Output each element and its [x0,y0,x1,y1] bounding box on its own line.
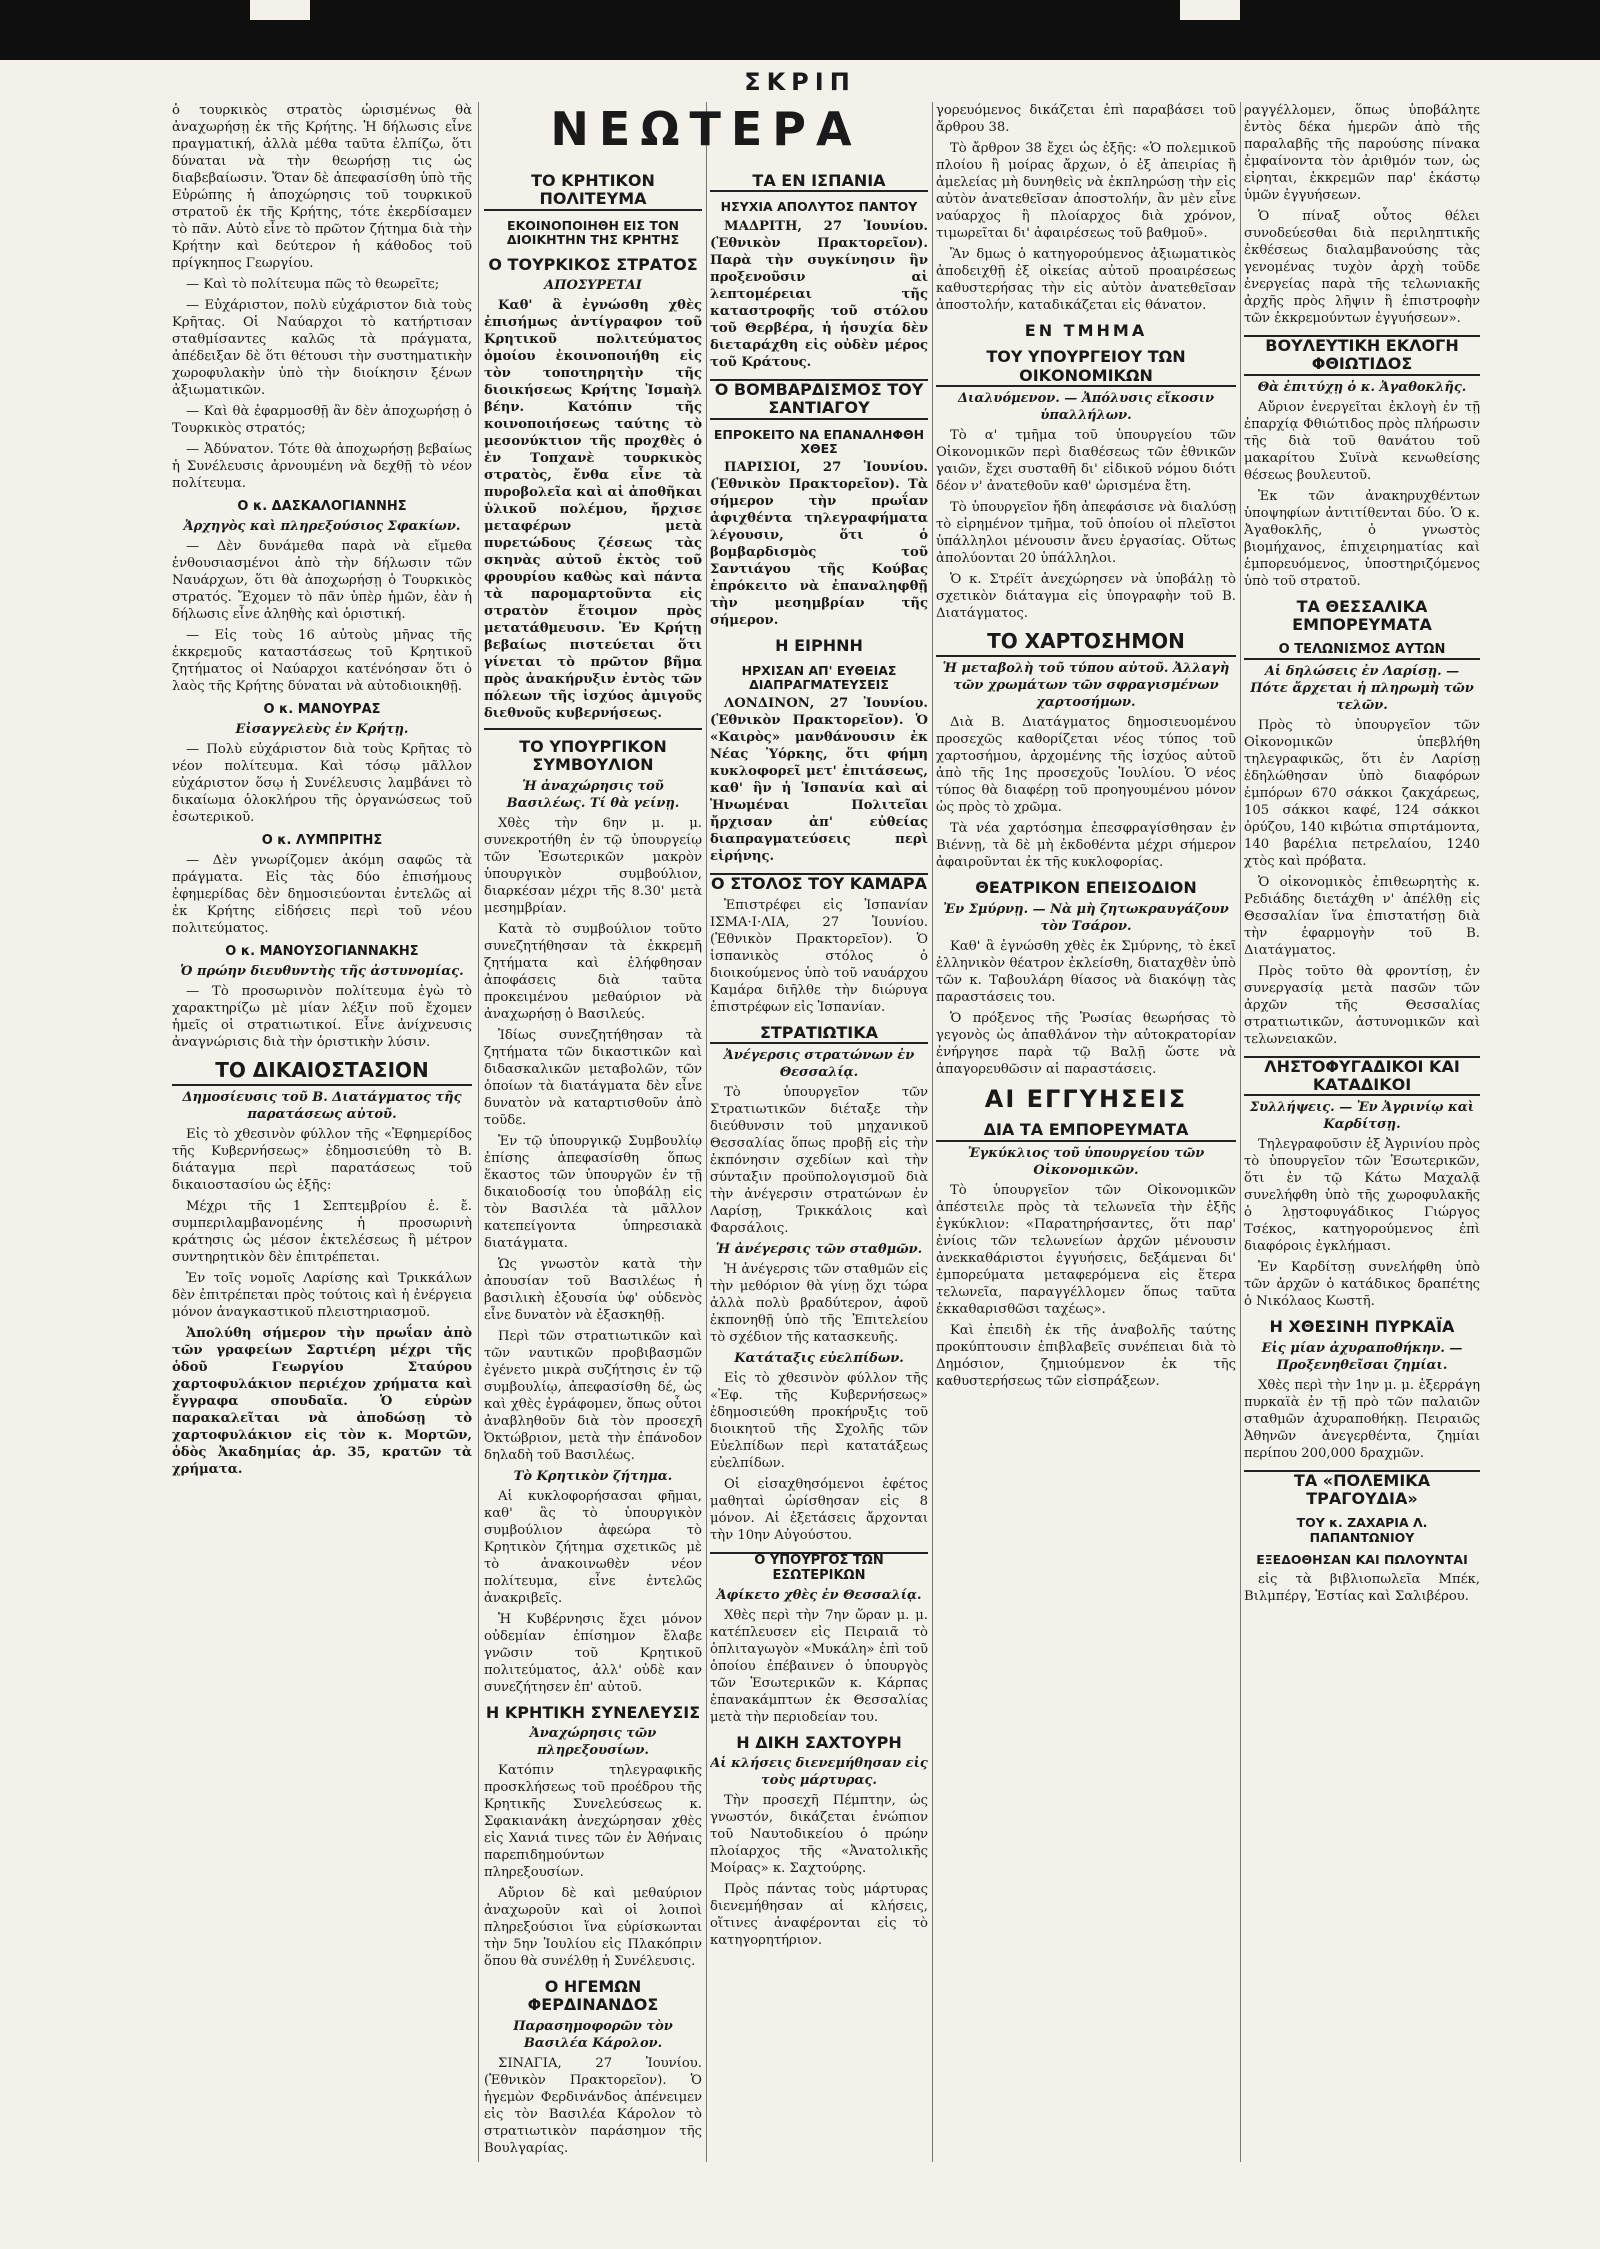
column-4 [936,102,1236,2162]
paragraph: — Ἀδύνατον. Τότε θὰ ἀποχωρήσῃ βεβαίως ἡ Συνέλευσις ἀρνουμένη νὰ δεχθῇ τὸ νέον πολίτευμα. [172,442,472,491]
heading: ΒΟΥΛΕΥΤΙΚΗ ΕΚΛΟΓΗ ΦΘΙΩΤΙΔΟΣ [1244,335,1480,376]
subheading: Διαλυόμενον. — Ἀπόλυσις εἴκοσιν ὑπαλλήλων. [957,391,1215,424]
paragraph: Αὔριον ἐνεργεῖται ἐκλογὴ ἐν τῇ ἐπαρχίᾳ Φθιώτιδος πρὸς πλήρωσιν τῆς διὰ τοῦ θανάτου τοῦ μακαρίτου Συϊνὰ κενωθείσης θέσεως βουλευτοῦ. [1244,399,1480,483]
subheading: Ἀρχηγὸς καὶ πληρεξούσιος Σφακίων. [183,518,461,534]
paragraph: Ἐν Καρδίτσῃ συνελήφθη ὑπὸ τῶν ἀρχῶν ὁ κατάδικος δραπέτης ὁ Νικόλαος Κωστῆ. [1244,1260,1480,1310]
band-notch [1180,0,1240,20]
heading: Ο κ. ΜΑΝΟΥΣΟΓΙΑΝΝΑΚΗΣ [225,943,419,959]
subheading: Παρασημοφορῶν τὸν Βασιλέα Κάρολον. [513,2018,673,2051]
paragraph: Ἐν τοῖς νομοῖς Λαρίσης καὶ Τρικκάλων δὲν ἐπιτρέπεται πρὸς τούτοις καὶ ἡ ἐνέργεια μόνον ἀναγκαστικοῦ πλειστηριασμοῦ. [172,1270,472,1320]
paragraph: Τὸ ἄρθρον 38 ἔχει ὡς ἑξῆς: «Ὁ πολεμικοῦ πλοίου ἢ μοίρας ἄρχων, ὁ ἐξ ἀπειρίας ἢ ἀμελείας μὴ δυνηθεὶς νὰ ἐκπληρώσῃ τὴν εἰς αὐτὸν ἀνατεθεῖσαν ἀποστολήν, ἂν μὲν εἶνε ναύαρχος ἢ πλοίαρχος διὰ χρόνον, τιμωρεῖται δι' ἀφαιρέσεως τοῦ βαθμοῦ». [936,141,1236,241]
paragraph: Διὰ Β. Διατάγματος δημοσιευομένου προσεχῶς καθορίζεται νέος τύπος τοῦ χαρτοσήμου, ἀρχομένης τῆς ἰσχύος αὐτοῦ ἀπὸ τῆς 1ης προσεχοῦς Ἰουλίου. Ὁ νέος τύπος θὰ διαφέρῃ τοῦ προηγουμένου μόνον ὡς πρὸς τὸ χρῶμα. [936,715,1236,816]
paragraph: Ὁ οἰκονομικὸς ἐπιθεωρητὴς κ. Ρεδιάδης διετάχθη ν' ἀπέλθῃ εἰς Θεσσαλίαν ἵνα ἐπιστατήσῃ διὰ τὴν ἐφαρμογὴν τοῦ Β. Διατάγματος. [1244,874,1480,958]
column-rule [932,102,933,2162]
paragraph: Τὸ ὑπουργεῖον τῶν Στρατιωτικῶν διέταξε τὴν διεύθυνσιν τοῦ μηχανικοῦ Θεσσαλίας ὅπως προβῇ εἰς τὴν ἐκπόνησιν σχεδίων καὶ τὴν σύνταξιν προϋπολογισμοῦ διὰ τὴν ἀνέγερσιν στρατώνων ἐν Λαρίσῃ, Τρικκάλοις καὶ Φαρσάλοις. [710,1085,928,1237]
subheading: ΕΚΟΙΝΟΠΟΙΗΘΗ ΕΙΣ ΤΟΝ ΔΙΟΙΚΗΤΗΝ ΤΗΣ ΚΡΗΤΗΣ [506,217,680,248]
subheading: Κατάταξις εὐελπίδων. [734,1351,904,1367]
column-2 [484,164,702,2162]
paragraph: Χθὲς περὶ τὴν 1ην μ. μ. ἐξερράγη πυρκαϊὰ ἐν τῇ πρὸ τῶν παλαιῶν σταθμῶν ἀχυραποθήκῃ. Πειραιῶς Ἀθηνῶν ἀνεγερθέντα, ζημίαι περίπου 200,000 δραχμῶν. [1244,1377,1480,1461]
heading: Ο κ. ΛΥΜΠΡΙΤΗΣ [261,832,383,848]
paragraph: Οἱ εἰσαχθησόμενοι ἐφέτος μαθηταὶ ὡρίσθησαν εἰς 8 μόνον. Αἱ ἐξετάσεις ἄρχονται τὴν 10ην Αὐγούστου. [710,1477,928,1544]
paragraph: Αὔριον δὲ καὶ μεθαύριον ἀναχωροῦν καὶ οἱ λοιποὶ πληρεξούσιοι ἵνα εὑρίσκωνται τὴν 5ην Ἰουλίου εἰς Πλακόπριν ὅπου θὰ συνέλθῃ ἡ Συνέλευσις. [484,1886,702,1970]
subheading: Αἱ δηλώσεις ἐν Λαρίσῃ. — Πότε ἄρχεται ἡ πληρωμὴ τῶν τελῶν. [1250,663,1474,713]
paragraph: Πρὸς τὸ ὑπουργεῖον τῶν Οἰκονομικῶν ὑπεβλήθη τηλεγραφικῶς, ὅτι ἐν Λαρίσῃ ἐδηλώθησαν ὑπὸ διαφόρων ἐμπόρων 670 σάκκοι ζακχάρεως, 105 σάκκοι καφέ, 124 σάκκοι ὀρύζου, 140 κιβώτια σπιρτάμοντα, 140 βαρέλια πετρελαίου, 1240 χτὸς καὶ πρόβατα. [1244,717,1480,869]
subheading: Εἰσαγγελεὺς ἐν Κρήτῃ. [235,721,409,737]
heading: Ο ΤΕΛΩΝΙΣΜΟΣ ΑΥΤΩΝ [1244,643,1480,660]
paragraph: Εἰς τὸ χθεσινὸν φύλλον τῆς «Ἐφ. τῆς Κυβερνήσεως» ἐδημοσιεύθη προκήρυξις τοῦ διοικητοῦ τῆς Σχολῆς τῶν Εὐελπίδων περὶ κατατάξεως εὐελπίδων. [710,1371,928,1472]
paragraph: εἰς τὰ βιβλιοπωλεῖα Μπέκ, Βιλμπέργ, Ἑστίας καὶ Σαλιβέρου. [1244,1571,1480,1604]
column-rule [706,102,707,2162]
subheading: Εἰς μίαν ἀχυραποθήκην. — Προξενηθεῖσαι ζημίαι. [1261,1340,1463,1373]
heading: ΣΤΡΑΤΙΩΤΙΚΑ [710,1024,928,1044]
paragraph: Ὁ πρόξενος τῆς Ῥωσίας θεωρήσας τὸ γεγονὸς ὡς ἀπαθλάνον τὴν αὐτοκρατορίαν ἐνήργησε παρὰ τῷ Βαλῇ ὥστε νὰ ἀπαγορευθῶσιν αἱ παραστάσεις. [936,1010,1236,1077]
heading: Ο ΤΟΥΡΚΙΚΟΣ ΣΤΡΑΤΟΣ [488,254,698,274]
paragraph: — Εὐχάριστον, πολὺ εὐχάριστον διὰ τοὺς Κρῆτας. Οἱ Ναύαρχοι τὸ κατήρτισαν σταθμίσαντες καλῶς τὰ πράγματα, ἀπέδειξαν δὲ ὅτι θέτουσι τὴν συστηματικὴν χωροφυλακὴν ὑπὸ τὴν διοίκησιν ξένων ἀξιωματικῶν. [172,298,472,398]
paragraph: — Καὶ τὸ πολίτευμα πῶς τὸ θεωρεῖτε; [186,277,440,292]
subheading: Ἡ ἀναχώρησις τοῦ Βασιλέως. Τί θὰ γείνῃ. [506,778,680,811]
paragraph: Ἐπιστρέφει εἰς Ἱσπανίαν ΙΣΜΑ·Ι·ΛΙΑ, 27 Ἰουνίου. (Ἐθνικὸν Πρακτορεῖον). Ὁ ἱσπανικὸς στόλος ὁ διοικούμενος ὑπὸ τοῦ ναυάρχου Καμάρα διῆλθε τὴν διώρυγα ἐπιστρέφων εἰς Ἱσπανίαν. [710,897,928,1015]
subheading: ΗΣΥΧΙΑ ΑΠΟΛΥΤΟΣ ΠΑΝΤΟΥ [720,199,918,215]
heading: ΘΕΑΤΡΙΚΟΝ ΕΠΕΙΣΟΔΙΟΝ [975,878,1197,898]
heading: Η ΕΙΡΗΝΗ [775,636,863,656]
subheading: ΑΠΟΣΥΡΕΤΑΙ [544,277,642,293]
subheading: Ὁ πρώην διευθυντὴς τῆς ἀστυνομίας. [180,963,464,979]
paragraph: — Δὲν δυνάμεθα παρὰ νὰ εἴμεθα ἐνθουσιασμένοι ἀπὸ τὴν δήλωσιν τῶν Ναυάρχων, ὅτι θὰ ἀποχωρήσῃ ὁ Τουρκικὸς στρατός. Ἔχομεν τὸ πᾶν ὑπὲρ ἡμῶν, ἐὰν ἡ δήλωσις εἶνε ἀληθὴς καὶ ὁριστική. [172,538,472,622]
heading: Η ΧΘΕΣΙΝΗ ΠΥΡΚΑΪΑ [1269,1317,1455,1337]
paragraph: Αἱ κυκλοφορήσασαι φῆμαι, καθ' ἃς τὸ ὑπουργικὸν συμβούλιον ἀφεώρα τὸ Κρητικὸν ζήτημα σχετικῶς μὲ τὸ ἀνακοινωθὲν νέον πολίτευμα, εἶνε ἐντελῶς ἀνακριβεῖς. [484,1488,702,1606]
heading: ΤΑ «ΠΟΛΕΜΙΚΑ ΤΡΑΓΟΥΔΙΑ» [1244,1470,1480,1509]
paragraph: Κατὰ τὸ συμβούλιον τοῦτο συνεζητήθησαν τὰ ἐκκρεμῆ ζητήματα καὶ ἐλήφθησαν ἀποφάσεις διὰ ταῦτα προκειμένου μεθαύριον νὰ ἀναχωρήσῃ ὁ Βασιλεύς. [484,921,702,1022]
subheading: Ἐγκύκλιος τοῦ ὑπουργείου τῶν Οἰκονομικῶν. [967,1145,1205,1178]
heading: ΤΟΥ κ. ΖΑΧΑΡΙΑ Λ. ΠΑΠΑΝΤΩΝΙΟΥ [1296,1515,1428,1545]
heading: Ο κ. ΔΑΣΚΑΛΟΓΙΑΝΝΗΣ [237,499,407,514]
heading: ΤΟ ΥΠΟΥΡΓΙΚΟΝ ΣΥΜΒΟΥΛΙΟΝ [519,736,667,775]
paragraph: — Τὸ προσωρινὸν πολίτευμα ἐγὼ τὸ χαρακτηρίζω μὲ μίαν λέξιν ποῦ ἔχομεν ἡμεῖς οἱ στρατιωτικοί. Εἶνε ἀνίχνευσις ἀναγνώρισις διὰ τὴν ὁριστικὴν λύσιν. [172,983,472,1050]
paragraph: Περὶ τῶν στρατιωτικῶν καὶ τῶν ναυτικῶν προβιβασμῶν ἐγένετο μικρὰ συζήτησις ἐν τῷ συμβουλίῳ, ἀπεφασίσθη δέ, ὡς καὶ χθὲς ἐγράφομεν, ὅπως οὗτοι ἀναβληθοῦν διὰ τὸν προσεχῆ Ὀκτώβριον, μετὰ τὴν ἐπάνοδον δηλαδὴ τοῦ Βασιλέως. [484,1328,702,1463]
paragraph: Μέχρι τῆς 1 Σεπτεμβρίου ἐ. ἔ. συμπεριλαμβανομένης ἡ προσωρινὴ κράτησις ὡς μέσον ἐκτελέσεως ἢ μέτρον συντηρητικὸν δὲν ἐπιτρέπεται. [172,1198,472,1265]
paragraph: ὁ τουρκικὸς στρατὸς ὡρισμένως θὰ ἀναχωρήσῃ ἐκ τῆς Κρήτης. Ἡ δήλωσις εἶνε πραγματική, ἀλλὰ μέθα ταῦτα ἐλπίζω, ὅτι δύναται νὰ τὴν θεωρήσῃ τις ὡς διαβεβαίωσιν. Ὅταν δὲ ἀπεφασίσθη ὑπὸ τῆς Εὐρώπης ἡ ἀποχώρησις τοῦ τουρκικοῦ στρατοῦ ἐκ τῆς Κρήτης, τότε ἐκερδίσαμεν τὸ πᾶν. Αὐτὸ εἶνε τὸ πρῶτον ζήτημα διὰ τὴν Κρήτην καὶ δεύτερον ἡ κάθοδος τοῦ πρίγκηπος Γεωργίου. [172,103,472,271]
paragraph: Τὸ ὑπουργεῖον ἤδη ἀπεφάσισε νὰ διαλύσῃ τὸ εἰρημένον τμῆμα, τοῦ ὁποίου οἱ πλεῖστοι ὑπάλληλοι μένουσιν ἄνευ ἐργασίας. Οὕτως ἀπολύονται 20 ὑπάλληλοι. [936,500,1236,567]
subheading: Συλλήψεις. — Ἐν Ἀγρινίῳ καὶ Καρδίτσῃ. [1249,1100,1475,1133]
paragraph: Πρὸς πάντας τοὺς μάρτυρας διενεμήθησαν αἱ κλήσεις, οἵτινες ἀναφέρονται εἰς τὸ κατηγορητήριον. [710,1882,928,1949]
paragraph: Ὁ πίναξ οὗτος θέλει συνοδεύεσθαι διὰ περιληπτικῆς ἐκθέσεως διαλαμβανούσης τὰς γενομένας τυχὸν ἀρχὴ τοῦδε ἐνεργείας παρὰ τῆς τελωνιακῆς ἀρχῆς πρὸς λῆψιν ἢ ἐπιστροφὴν τῶν ἐκκρεμούντων ἐγγυήσεων». [1244,209,1480,326]
column-5 [1244,102,1480,2162]
paragraph: Καὶ ἐπειδὴ ἐκ τῆς ἀναβολῆς ταύτης προκύπτουσιν ἐπιβλαβεῖς συνέπειαι διὰ τὸ Δημόσιον, ζημιούμενον ἐκ τῆς καθυστερήσεως τῶν εἰσπράξεων. [936,1322,1236,1389]
heading: ΕΝ ΤΜΗΜΑ [1024,321,1148,340]
subheading: Ἀνέγερσις στρατώνων ἐν Θεσσαλίᾳ. [723,1048,915,1081]
paragraph: γορευόμενος δικάζεται ἐπὶ παραβάσει τοῦ ἄρθρου 38. [936,103,1236,135]
heading: ΛΗΣΤΟΦΥΓΑΔΙΚΟΙ ΚΑΙ ΚΑΤΑΔΙΚΟΙ [1244,1056,1480,1097]
subheading: Θὰ ἐπιτύχῃ ὁ κ. Ἀγαθοκλῆς. [1257,379,1467,395]
paragraph: Ἂν δμως ὁ κατηγορούμενος ἀξιωματικὸς ἀποδειχθῇ ἐξ οἰκείας αὐτοῦ προαιρέσεως καθυστερήσας τὴν εἰς αὐτὸν ἀνατεθεῖσαν ἀποστολήν, καταδικάζεται εἰς θάνατον. [936,247,1236,313]
paragraph: Ἡ Κυβέρνησις ἔχει μόνον οὐδεμίαν ἐπίσημον ἔλαβε γνῶσιν τοῦ Κρητικοῦ πολιτεύματος, ἀλλ' οὐδὲ καν συνεζήτησεν ἐπ' αὐτοῦ. [484,1611,702,1695]
paragraph: — Εἰς τοὺς 16 αὐτοὺς μῆνας τῆς ἐκκρεμοῦς καταστάσεως τοῦ Κρητικοῦ ζητήματος οἱ Ναύαρχοι κατένόησαν ὅτι ὁ λαὸς τῆς Κρήτης δύναται νὰ αὐτοδιοικηθῇ. [172,627,472,694]
subheading: Ἀφίκετο χθὲς ἐν Θεσσαλίᾳ. [716,1588,922,1604]
paragraph: Ἰδίως συνεζητήθησαν τὰ ζητήματα τῶν δικαστικῶν καὶ διδασκαλικῶν μεταβολῶν, τῶν ὁποίων τὰ διατάγματα δὲν εἶνε δυνατὸν νὰ καταρτισθοῦν ἀπὸ τοῦδε. [484,1027,702,1128]
column-rule [1240,102,1241,2162]
paragraph: Ὡς γνωστὸν κατὰ τὴν ἀπουσίαν τοῦ Βασιλέως ἡ βασιλικὴ ἐξουσία ὑφ' οὐδενὸς εἶνε δυνατὸν νὰ ἐξασκηθῇ. [484,1256,702,1323]
heading: Ο ΥΠΟΥΡΓΟΣ ΤΩΝ ΕΣΩΤΕΡΙΚΩΝ [710,1552,928,1584]
paragraph: Ἐν τῷ ὑπουργικῷ Συμβουλίῳ ἐπίσης ἀπεφασίσθη ὅπως ἕκαστος τῶν ὑπουργῶν ἐν τῇ δικαιοδοσίᾳ του ὑποβάλῃ εἰς τὸν Βασιλέα τὰ μᾶλλον κατεπείγοντα ὑπηρεσιακὰ διατάγματα. [484,1133,702,1251]
paragraph: Καθ' ἃ ἐγνώσθη χθὲς ἐκ Σμύρνης, τὸ ἐκεῖ ἑλληνικὸν θέατρον ἐκλείσθη, διαταχθὲν ὑπὸ τῶν κ. Ταβουλάρη θίασος νὰ διακόψῃ τὰς παραστάσεις του. [936,938,1236,1005]
paragraph: ΜΑΔΡΙΤΗ, 27 Ἰουνίου. (Ἐθνικὸν Πρακτορεῖον). Παρὰ τὴν συγκίνησιν ἣν προξενοῦσιν αἱ λεπτομέρειαι τῆς καταστροφῆς τοῦ στόλου τοῦ Θερβέρα, ἡ ἡσυχία δὲν διεταράχθη εἰς οὐδὲν μέρος τοῦ Κράτους. [710,218,928,370]
paragraph: Τὰ νέα χαρτόσημα ἐπεσφραγίσθησαν ἐν Βιέννῃ, τὰ δὲ μὴ ἐκδοθέντα μέχρι σήμερον ἀφαιροῦνται ἐκ τῆς κυκλοφορίας. [936,821,1236,871]
heading: Ο κ. ΜΑΝΟΥΡΑΣ [263,701,381,717]
paragraph: ΠΑΡΙΣΙΟΙ, 27 Ἰουνίου. (Ἐθνικὸν Πρακτορεῖον). Τὰ σήμερον τὴν πρωΐαν ἀφιχθέντα τηλεγραφήματα λέγουσιν, ὅτι ὁ βομβαρδισμὸς τοῦ Σαντιάγου τῆς Κούβας ἐπρόκειτο νὰ ἐπαναληφθῇ τὴν μεσημβρίαν τῆς σήμερον. [710,460,928,629]
paragraph: Πρὸς τοῦτο θὰ φροντίσῃ, ἐν συνεργασίᾳ μετὰ πασῶν τῶν ἀρχῶν τῆς Θεσσαλίας στρατιωτικῶν, ἀστυνομικῶν καὶ τελωνειακῶν. [1244,963,1480,1047]
column-1 [172,102,472,2162]
paragraph: Τὴν προσεχῆ Πέμπτην, ὡς γνωστόν, δικάζεται ἐνώπιον τοῦ Ναυτοδικείου ὁ πρώην πλοίαρχος τῆς «Ἀνατολικῆς Μοίρας» κ. Σαχτούρης. [710,1793,928,1877]
subheading: Ἐν Σμύρνῃ. — Νὰ μὴ ζητωκραυγάζουν τὸν Τσάρον. [943,901,1229,934]
subheading: Αἱ κλήσεις διενεμήθησαν εἰς τοὺς μάρτυρας. [710,1756,928,1789]
paragraph: — Πολὺ εὐχάριστον διὰ τοὺς Κρῆτας τὸ νέον πολίτευμα. Καὶ τόσῳ μᾶλλον εὐχάριστον ὅσῳ ἡ Συνέλευσις λαμβάνει τὸ δικαίωμα ὁλοκλήρου τῆς ὀργανώσεως τοῦ ἐσωτερικοῦ. [172,741,472,825]
column-rule [478,102,479,2162]
heading: ΤΟ ΧΑΡΤΟΣΗΜΟΝ [936,630,1236,657]
paragraph: Ἡ ἀνέγερσις τῶν σταθμῶν εἰς τὴν μεθόριον θὰ γίνῃ ὅχι τώρα ἀλλὰ πολὺ βραδύτερον, ἀφοῦ ἐκπονηθῇ ὑπὸ τῆς Ἐπιτελείου τὸ σχέδιον τῆς κατασκευῆς. [710,1262,928,1346]
heading: ΤΑ ΕΝ ΙΣΠΑΝΙΑ [710,172,928,192]
paragraph: Τὸ α' τμῆμα τοῦ ὑπουργείου τῶν Οἰκονομικῶν περὶ διαθέσεως τῶν ἐθνικῶν γαιῶν, ἔχει συσταθῆ δι' εἰδικοῦ νόμου διότι δέον ν' ἀνατεθοῦν καθ' ὡρισμένα ἔτη. [936,428,1236,495]
heading: Η ΚΡΗΤΙΚΗ ΣΥΝΕΛΕΥΣΙΣ [485,1702,701,1722]
paragraph: Χθὲς περὶ τὴν 7ην ὥραν μ. μ. κατέπλευσεν εἰς Πειραιᾶ τὸ ὁπλιταγωγὸν «Μυκάλη» ἐπὶ τοῦ ὁποίου ἐπέβαινεν ὁ ὑπουργὸς τῶν Ἐσωτερικῶν κ. Κάρπας ἐπανακάμπτων ἐκ Θεσσαλίας μετὰ τὴν περιοδείαν του. [710,1608,928,1726]
paragraph: — Δὲν γνωρίζομεν ἀκόμη σαφῶς τὰ πράγματα. Εἰς τὰς δύο ἐπισήμους ἐφημερίδας δὲν δημοσιεύονται ἐντελῶς αἱ ἐκ Κρήτης εἰδήσεις περὶ τοῦ νέου πολιτεύματος. [172,852,472,936]
heading: ΑΙ ΕΓΓΥΗΣΕΙΣ [984,1084,1188,1113]
subheading: ΕΞΕΔΟΘΗΣΑΝ ΚΑΙ ΠΩΛΟΥΝΤΑΙ [1256,1552,1468,1568]
subheading: Ἡ μεταβολὴ τοῦ τύπου αὐτοῦ. Ἀλλαγὴ τῶν χρωμάτων τῶν σφραγισμένων χαρτοσήμων. [942,661,1230,711]
paragraph: Ἀπολύθη σήμερον τὴν πρωΐαν ἀπὸ τῶν γραφείων Σαρτιέρη μέχρι τῆς ὁδοῦ Γεωργίου Σταύρου χαρτοφυλάκιον περιέχον χρήματα καὶ ἔγγραφα σπουδαῖα. Ὁ εὑρὼν παρακαλεῖται νὰ ἀποδώσῃ τὸ χαρτοφυλάκιον εἰς τὸν κ. Μορτῶν, ὁδὸς Ἀκαδημίας ἀρ. 35, κρατῶν τὰ χρήματα. [172,1325,472,1477]
paragraph: Ἐκ τῶν ἀνακηρυχθέντων ὑποψηφίων ἀντιτίθενται δύο. Ὁ κ. Ἀγαθοκλῆς, ὁ γνωστὸς βιομήχανος, ἐπιχειρηματίας καὶ ἐμπορευόμενος, ὑποστηριζόμενος ὑπὸ τοῦ στρατοῦ. [1244,488,1480,589]
heading: ΤΑ ΘΕΣΣΑΛΙΚΑ ΕΜΠΟΡΕΥΜΑΤΑ [1292,596,1432,635]
paragraph: Χθὲς τὴν 6ην μ. μ. συνεκροτήθη ἐν τῷ ὑπουργείῳ τῶν Ἐσωτερικῶν μακρὸν ὑπουργικὸν συμβούλιον, διαρκέσαν μέχρι τῆς 8.30' μετὰ μεσημβρίαν. [484,815,702,916]
subheading: ΕΠΡΟΚΕΙΤΟ ΝΑ ΕΠΑΝΑΛΗΦΘΗ ΧΘΕΣ [713,426,925,456]
paragraph: ραγγέλλομεν, ὅπως ὑποβάλητε ἐντὸς δέκα ἡμερῶν ἀπὸ τῆς παραλαβῆς τῆς παρούσης πίνακα ἐμφαίνοντα τὸν ἀριθμόν των, ὡς εἰρηται, ἐκκρεμῶν παρ' ἑκάστῳ ὑμῶν ἐγγυήσεων. [1244,103,1480,203]
paragraph: Εἰς τὸ χθεσινὸν φύλλον τῆς «Ἐφημερίδος τῆς Κυβερνήσεως» ἐδημοσιεύθη τὸ Β. διάταγμα περὶ παρατάσεως τοῦ δικαιοστασίου ὡς ἑξῆς: [172,1126,472,1193]
heading: ΤΟ ΚΡΗΤΙΚΟΝ ΠΟΛΙΤΕΥΜΑ [484,172,702,211]
newspaper-page [172,102,1480,2162]
subheading: Ἡ ἀνέγερσις τῶν σταθμῶν. [715,1242,923,1258]
divider [484,728,702,730]
paragraph: Τὸ ὑπουργεῖον τῶν Οἰκονομικῶν ἀπέστειλε πρὸς τὰ τελωνεῖα τὴν ἑξῆς ἐγκύκλιον: «Παρατηρήσαντες, ὅτι παρ' ἐνίοις τῶν τελωνείων ἀρχῶν μένουσιν ἀνεκκαθάριστοι ἐγγυήσεις, δεξάμεναι δι' ἐμπορεύματα μεταφερόμενα εἰς ἕτερα τελωνεῖα, παραγγέλλομεν ὅπως ταῦτα ἐκκαθαρισθῶσι ταχέως». [936,1182,1236,1317]
heading: ΔΙΑ ΤΑ ΕΜΠΟΡΕΥΜΑΤΑ [936,1121,1236,1141]
heading: Η ΔΙΚΗ ΣΑΧΤΟΥΡΗ [736,1733,902,1753]
page-top-band [0,0,1600,60]
heading: ΤΟΥ ΥΠΟΥΡΓΕΙΟΥ ΤΩΝ ΟΙΚΟΝΟΜΙΚΩΝ [936,348,1236,387]
paragraph: Καθ' ἃ ἐγνώσθη χθὲς ἐπισήμως ἀντίγραφον τοῦ Κρητικοῦ πολιτεύματος ὁμοίου ἐκοινοποιήθη εἰς τὸν τοποτηρητὴν τῆς διοικήσεως Κρήτης Ἰσμαὴλ βέην. Κατόπιν τῆς κοινοποιήσεως ταύτης τὸ μεσονύκτιον τῆς προχθὲς ὁ ἐν Τοπχανὲ τουρκικὸς στρατὸς, ἔνθα εἶνε τὰ πυροβολεῖα καὶ αἱ ἀποθῆκαι ὑλικοῦ πολέμου, ἤρχισε μεταφέρων μετὰ πυρετώδους ζέσεως τὰς σκηνὰς αὐτοῦ ἐκτὸς τοῦ φρουρίου καθὼς καὶ πάντα τὰ παρομαρτοῦντα εἰς στρατὸν ἕτοιμον πρὸς μετατάθμευσιν. Ἐν Κρήτῃ βεβαίως πιστεύεται ὅτι γίνεται τὸ πρῶτον βῆμα πρὸς ἀνακήρυξιν ἐντὸς τῶν πόλεων τῆς ἰσχύος ἀμιγοῦς διεθνοῦς κυβερνήσεως. [484,297,702,721]
section-title: ΝΕΩΤΕΡΑ [550,102,862,156]
section-banner [484,102,928,162]
column-3 [710,164,928,2162]
subheading: ΗΡΧΙΣΑΝ ΑΠ' ΕΥΘΕΙΑΣ ΔΙΑΠΡΑΓΜΑΤΕΥΣΕΙΣ [741,662,897,693]
subheading: Τὸ Κρητικὸν ζήτημα. [513,1468,673,1484]
heading: ΤΟ ΔΙΚΑΙΟΣΤΑΣΙΟΝ [172,1059,472,1086]
heading: Ο ΣΤΟΛΟΣ ΤΟΥ ΚΑΜΑΡΑ [711,874,927,894]
heading: Ο ΗΓΕΜΩΝ ΦΕΡΔΙΝΑΝΔΟΣ [527,1977,659,2015]
subheading: Δημοσίευσις τοῦ Β. Διατάγματος τῆς παρατάσεως αὐτοῦ. [182,1089,462,1122]
paragraph: — Καὶ θὰ ἐφαρμοσθῇ ἂν δὲν ἀποχωρήσῃ ὁ Τουρκικὸς στρατός; [172,404,472,436]
paragraph: ΛΟΝΔΙΝΟΝ, 27 Ἰουνίου. (Ἐθνικὸν Πρακτορεῖον). Ὁ «Καιρὸς» μανθάνουσιν ἐκ Νέας Ὑόρκης, ὅτι φήμη κυκλοφορεῖ μετ' ἐπιτάσεως, καθ' ἣν ἡ Ἱσπανία καὶ αἱ Ἡνωμέναι Πολιτεῖαι ἤρχισαν ἀπ' εὐθείας διαπραγματεύσεις περὶ εἰρήνης. [710,696,928,865]
paragraph: ΣΙΝΑΓΙΑ, 27 Ἰουνίου. (Ἐθνικὸν Πρακτορεῖον). Ὁ ἡγεμὼν Φερδινάνδος ἀπένειμεν εἰς τὸν Βασιλέα Κάρολον τὸ στρατιωτικὸν παράσημον τῆς Βουλγαρίας. [484,2055,702,2156]
masthead: ΣΚΡΙΠ [744,68,856,96]
paragraph: Ὁ κ. Στρέϊτ ἀνεχώρησεν νὰ ὑποβάλῃ τὸ σχετικὸν διάταγμα εἰς ὑπογραφὴν τοῦ Β. Διατάγματος. [936,572,1236,622]
subheading: Ἀναχώρησις τῶν πληρεξουσίων. [529,1726,657,1759]
heading: Ο ΒΟΜΒΑΡΔΙΣΜΟΣ ΤΟΥ ΣΑΝΤΙΑΓΟΥ [710,379,928,420]
paragraph: Κατόπιν τηλεγραφικῆς προσκλήσεως τοῦ προέδρου τῆς Κρητικῆς Συνελεύσεως κ. Σφακιανάκη ἀνεχώρησαν χθὲς εἰς Χανιά τινες τῶν ἐν Ἀθήναις παρεπιδημούντων πληρεξουσίων. [484,1763,702,1881]
band-notch [250,0,310,20]
paragraph: Τηλεγραφοῦσιν ἐξ Ἀγρινίου πρὸς τὸ ὑπουργεῖον τῶν Ἐσωτερικῶν, ὅτι ἐν τῷ Κάτω Μαχαλᾷ συνελήφθη ὑπὸ τῆς χωροφυλακῆς ὁ λῃστοφυγάδικος Γιώργος Τσέκος, κατηγορούμενος ἐπὶ διαφόροις ἐγκλήμασι. [1244,1137,1480,1255]
